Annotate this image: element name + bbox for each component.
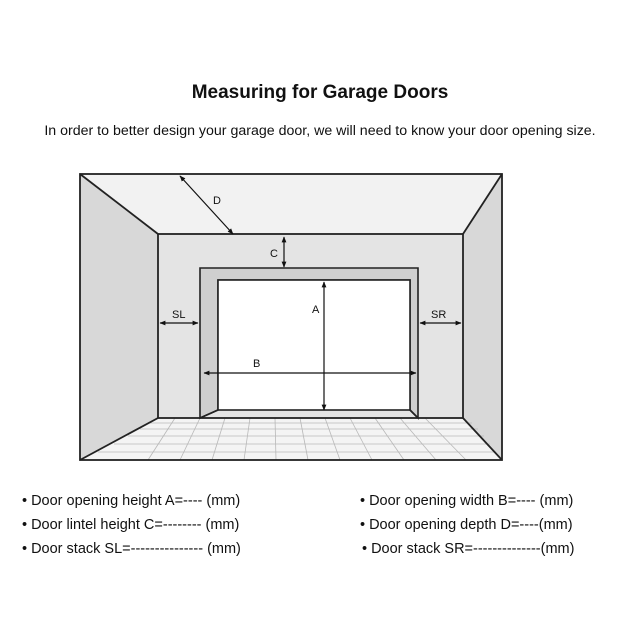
measurement-item-height-a [22,493,240,509]
measurement-text: Door lintel height C=-------- (mm) [31,517,240,533]
bullet: • [22,517,28,533]
measurement-item-stack-sl [22,541,241,557]
page-subtitle: In order to better design your garage door, we will need to know your door opening size. [44,123,596,139]
label-b: B [253,358,261,370]
measurement-text: Door stack SR=--------------(mm) [371,541,575,557]
label-a: A [312,304,320,316]
measurement-text: Door stack SL=--------------- (mm) [31,541,241,557]
measurement-item-stack-sr [362,541,574,557]
measurement-item-lintel-c [22,517,239,533]
measurement-text: Door opening depth D=----(mm) [369,517,573,533]
label-c: C [270,248,278,260]
label-d: D [213,195,221,207]
label-sr: SR [431,309,447,321]
bullet: • [360,517,366,533]
bullet: • [360,493,366,509]
measurement-item-depth-d [360,517,573,533]
bullet: • [22,493,28,509]
door-opening [218,280,410,410]
bullet: • [22,541,28,557]
measurement-text: Door opening width B=---- (mm) [369,493,574,509]
page-title: Measuring for Garage Doors [191,82,449,103]
measurement-text: Door opening height A=---- (mm) [31,493,241,509]
measurement-item-width-b [360,493,573,509]
label-sl: SL [172,309,186,321]
bullet: • [362,541,368,557]
